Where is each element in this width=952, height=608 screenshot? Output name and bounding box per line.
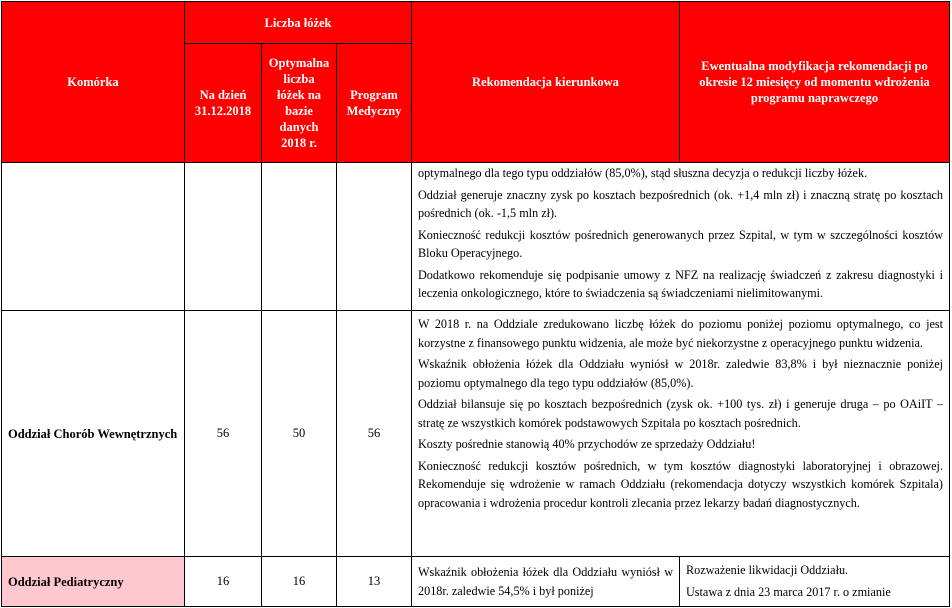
table-row — [2, 311, 950, 557]
header-liczba-lozek: Liczba łóżek — [185, 2, 412, 44]
row-na-dzien: 16 — [185, 557, 262, 607]
row-program: 56 — [337, 311, 412, 557]
rekomendacja-paragraph: Wskaźnik obłożenia łóżek dla Oddziału wyniósł w 2018r. zaledwie 83,8% i był nieznacznie poniżej poziomu optymalnego dla tego typu oddziałów (85,0%). — [418, 357, 943, 390]
row-rekomendacja — [412, 163, 950, 311]
row-name — [2, 163, 185, 311]
row-name: Oddział Pediatryczny — [2, 557, 185, 607]
modyfikacja-paragraph: Rozważenie likwidacji Oddziału. — [686, 563, 849, 577]
header-optymalna: Optymalna liczba łóżek na bazie danych 2018 r. — [262, 44, 337, 163]
table-row — [2, 163, 950, 311]
row-rekomendacja — [412, 311, 950, 557]
rekomendacja-paragraph: Koszty pośrednie stanowią 40% przychodów ze sprzedaży Oddziału! — [418, 437, 756, 451]
rekomendacja-paragraph: optymalnego dla tego typu oddziałów (85,0%), stąd słuszna decyzja o redukcji liczby łóżek. — [418, 166, 868, 180]
row-optymalna: 50 — [262, 311, 337, 557]
rekomendacja-paragraph: Dodatkowo rekomenduje się podpisanie umowy z NFZ na realizację świadczeń z zakresu diagnostyki i leczenia onkologicznego, które to świadczenia są świadczeniami nielimitowanymi. — [418, 267, 943, 300]
header-na-dzien: Na dzień 31.12.2018 — [185, 44, 262, 163]
row-optymalna: 16 — [262, 557, 337, 607]
recommendations-table — [1, 1, 950, 607]
row-optymalna — [262, 163, 337, 311]
header-rekomendacja: Rekomendacja kierunkowa — [412, 2, 680, 163]
rekomendacja-paragraph: W 2018 r. na Oddziale zredukowano liczbę łóżek do poziomu poniżej poziomu optymalnego, co jest korzystne z finansowego punktu widzenia, ale może być niekorzystne z operacyjnego punktu widzenia. — [418, 317, 943, 350]
rekomendacja-paragraph: Oddział generuje znaczny zysk po kosztach bezpośrednich (ok. +1,4 mln zł) i znaczną stratę po kosztach pośrednich (ok. -1,5 mln zł). — [418, 187, 943, 220]
header-modyfikacja: Ewentualna modyfikacja rekomendacji po okresie 12 miesięcy od momentu wdrożenia programu naprawczego — [680, 2, 950, 163]
header-program: Program Medyczny — [337, 44, 412, 163]
rekomendacja-paragraph: Konieczność redukcji kosztów pośrednich, w tym kosztów diagnostyki laboratoryjnej i obrazowej. Rekomenduje się wdrożenie w ramach Oddziału (rekomendacja dotyczy wszystkich komórek Szpitala) opracowania i wdrożenia procedur kontroli zlecania przez lekarzy badań diagnostycznych. — [418, 458, 943, 510]
row-modyfikacja — [680, 557, 950, 607]
header-komorka: Komórka — [2, 2, 185, 163]
row-na-dzien: 56 — [185, 311, 262, 557]
row-name: Oddział Chorób Wewnętrznych — [2, 311, 185, 557]
row-rekomendacja — [412, 557, 680, 607]
table-row — [2, 557, 950, 607]
row-na-dzien — [185, 163, 262, 311]
rekomendacja-paragraph: Konieczność redukcji kosztów pośrednich generowanych przez Szpital, w tym w szczególności kosztów Bloku Operacyjnego. — [418, 227, 943, 260]
rekomendacja-paragraph: Oddział bilansuje się po kosztach bezpośrednich (zysk ok. +100 tys. zł) i generuje druga – po OAiIT – stratę ze wszystkich komórek podstawowych Szpitala po kosztach pośrednich. — [418, 397, 943, 430]
row-program — [337, 163, 412, 311]
row-program: 13 — [337, 557, 412, 607]
rekomendacja-paragraph: Wskaźnik obłożenia łóżek dla Oddziału wyniósł w 2018r. zaledwie 54,5% i był poniżej — [418, 565, 673, 598]
modyfikacja-paragraph: Ustawa z dnia 23 marca 2017 r. o zmianie — [686, 584, 891, 599]
